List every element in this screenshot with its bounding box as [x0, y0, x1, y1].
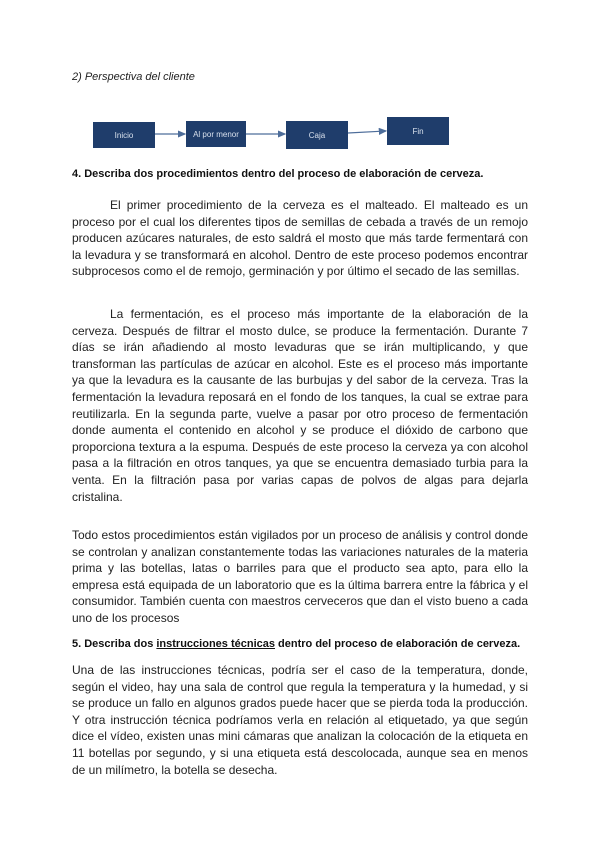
flow-arrows — [0, 0, 600, 160]
question-5-suffix: dentro del proceso de elaboración de cerveza. — [274, 638, 521, 650]
paragraph-malteado — [72, 197, 528, 280]
flow-arrow-3 — [348, 131, 386, 133]
flow-step-caja: Caja — [286, 121, 348, 149]
paragraph-text: La fermentación, es el proceso más importante de la elaboración de la cerveza. Después de filtrar el mosto dulce, se produce la fermentación. Durante 7 días se irán añadiendo al mosto levaduras que se irán multiplicando, y que transforman las partículas de azúcar en alcohol. Este es el proceso más importante ya que la levadura es la causante de las burbujas y del sabor de la cerveza. Tras la fermentación la levadura reposará en el fondo de los tanques, la cual se extrae para reutilizarla. En la segunda parte, vuelve a pasar por otro proceso de fermentación donde aumenta el contenido en alcohol y se produce el dióxido de carbono que proporciona textura a la espuma. Después de este proceso la cerveza ya con alcohol pasa a la filtración en otros tanques, ya que se encuentra demasiado turbia para la venta. En la filtración pasa por varias capas de polvos de algas para dejarla cristalina. — [72, 307, 528, 504]
paragraph-fermentacion — [72, 306, 528, 505]
flow-diagram — [0, 0, 600, 160]
flow-step-fin: Fin — [387, 117, 449, 145]
question-5-title — [72, 638, 520, 650]
question-5-underlined: instrucciones técnicas — [156, 638, 275, 650]
question-5-prefix: 5. Describa dos — [72, 638, 157, 650]
question-4-title: 4. Describa dos procedimientos dentro del proceso de elaboración de cerveza. — [72, 168, 484, 180]
paragraph-control — [72, 527, 528, 627]
paragraph-text: El primer procedimiento de la cerveza es el malteado. El malteado es un proceso por el cual los diferentes tipos de semillas de cebada a través de un remojo producen azúcares naturales, de esto saldrá el mosto que más tarde fermentará con la levadura y se transformará en alcohol. Dentro de este proceso podemos encontrar subprocesos como el de remojo, germinación y por último el secado de las semillas. — [72, 198, 528, 279]
section-heading: 2) Perspectiva del cliente — [72, 71, 195, 83]
paragraph-instrucciones — [72, 662, 528, 778]
flow-step-al-por-menor: Al por menor — [186, 121, 246, 147]
paragraph-text: Una de las instrucciones técnicas, podría ser el caso de la temperatura, donde, según el video, hay una sala de control que regula la temperatura y la humedad, y si se produce un fallo en algunos grados puede hacer que se pierda toda la producción. Y otra instrucción técnica podríamos verla en relación al etiquetado, ya que según dice el vídeo, existen unas mini cámaras que analizan la colocación de la etiqueta en 11 botellas por segundo, y si una etiqueta está descolocada, aunque sea en menos de un milímetro, la botella se desecha. — [72, 663, 528, 777]
flow-step-inicio: Inicio — [93, 122, 155, 148]
paragraph-text: Todo estos procedimientos están vigilados por un proceso de análisis y control donde se controlan y analizan constantemente todas las variaciones naturales de la materia prima y las botellas, latas o barriles para que el producto sea apto, para ello la empresa está equipada de un laboratorio que es la última barrera entre la fábrica y el consumidor. También cuenta con maestros cerveceros que dan el visto bueno a cada uno de los procesos — [72, 528, 528, 625]
